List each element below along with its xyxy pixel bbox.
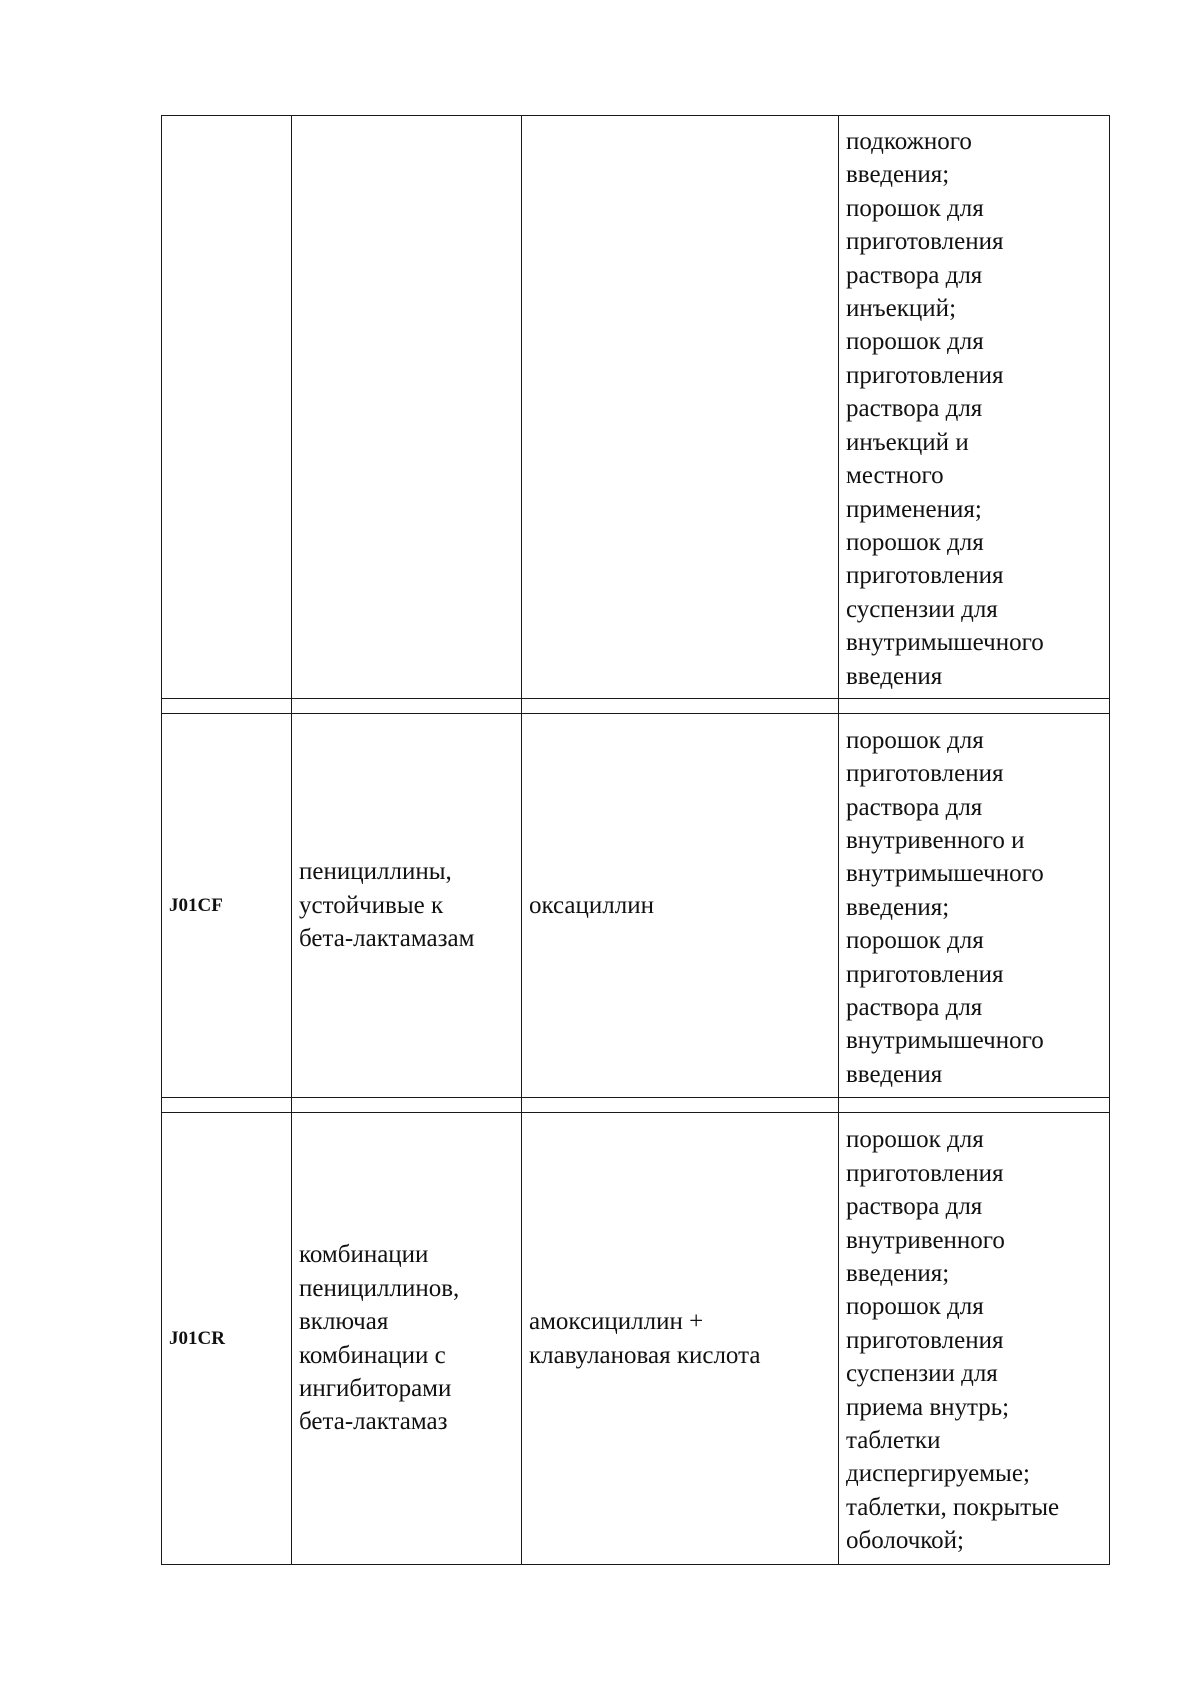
- dosage-form-line: приема внутрь;: [846, 1393, 1010, 1421]
- separator-cell: [522, 1098, 839, 1113]
- group-cell: [292, 1113, 522, 1565]
- dosage-form-line: внутривенного: [846, 1226, 1005, 1254]
- table-row: [162, 116, 1110, 699]
- separator-cell: [162, 1098, 292, 1113]
- dosage-form-line: суспензии для: [846, 595, 998, 623]
- dosage-form-line: приготовления: [846, 1159, 1004, 1187]
- dosage-form-line: порошок для: [846, 927, 984, 955]
- separator-cell: [292, 1098, 522, 1113]
- group-line: комбинации: [299, 1241, 429, 1269]
- substance-cell: [522, 1113, 839, 1565]
- dosage-form-line: введения;: [846, 893, 950, 921]
- dosage-form-line: внутримышечного: [846, 860, 1044, 888]
- group-line: пенициллинов,: [299, 1274, 460, 1302]
- dosage-form-line: приготовления: [846, 562, 1004, 590]
- row-separator: [162, 1098, 1110, 1113]
- dosage-form-line: приготовления: [846, 228, 1004, 256]
- dosage-form-line: местного: [846, 462, 944, 490]
- dosage-form-line: диспергируемые;: [846, 1460, 1030, 1488]
- dosage-form-line: порошок для: [846, 726, 984, 754]
- dosage-form-line: таблетки: [846, 1427, 941, 1455]
- substance-line: оксациллин: [529, 891, 654, 919]
- group-cell: [292, 116, 522, 699]
- atc-code-cell: [162, 116, 292, 699]
- atc-code-cell: J01CR: [162, 1113, 292, 1565]
- dosage-form-line: подкожного: [846, 128, 972, 156]
- dosage-form-line: внутривенного и: [846, 826, 1025, 854]
- substance-line: клавулановая кислота: [529, 1341, 761, 1369]
- dosage-form-line: раствора для: [846, 994, 983, 1022]
- table-row: [162, 714, 1110, 1098]
- group-line: пенициллины,: [299, 858, 452, 886]
- group-cell: [292, 714, 522, 1098]
- row-separator: [162, 699, 1110, 714]
- group-line: бета-лактамазам: [299, 925, 475, 953]
- substance-cell: [522, 714, 839, 1098]
- atc-code-cell: J01CF: [162, 714, 292, 1098]
- group-line: включая: [299, 1308, 389, 1336]
- separator-cell: [839, 699, 1110, 714]
- dosage-form-line: внутримышечного: [846, 629, 1044, 657]
- dosage-form-line: введения;: [846, 161, 950, 189]
- substance-cell: [522, 116, 839, 699]
- dosage-form-line: инъекций;: [846, 295, 957, 323]
- dosage-form-line: введения: [846, 662, 943, 690]
- dosage-form-line: приготовления: [846, 361, 1004, 389]
- group-line: ингибиторами: [299, 1374, 452, 1402]
- dosage-form-line: таблетки, покрытые: [846, 1493, 1060, 1521]
- substance-line: амоксициллин +: [529, 1308, 704, 1336]
- dosage-form-line: приготовления: [846, 760, 1004, 788]
- dosage-form-line: введения;: [846, 1259, 950, 1287]
- table-body: [162, 116, 1110, 1565]
- dosage-form-line: раствора для: [846, 395, 983, 423]
- dosage-form-line: внутримышечного: [846, 1027, 1044, 1055]
- dosage-form-line: порошок для: [846, 528, 984, 556]
- dosage-forms-cell: [839, 714, 1110, 1098]
- group-line: бета-лактамаз: [299, 1408, 448, 1436]
- table-row: [162, 1113, 1110, 1565]
- dosage-form-line: раствора для: [846, 1193, 983, 1221]
- dosage-form-line: порошок для: [846, 1126, 984, 1154]
- dosage-form-line: порошок для: [846, 194, 984, 222]
- group-line: устойчивые к: [299, 891, 444, 919]
- dosage-form-line: раствора для: [846, 261, 983, 289]
- group-line: комбинации с: [299, 1341, 446, 1369]
- dosage-form-line: оболочкой;: [846, 1527, 964, 1555]
- dosage-forms-cell: [839, 1113, 1110, 1565]
- medicines-table: [161, 115, 1110, 1565]
- separator-cell: [522, 699, 839, 714]
- dosage-form-line: введения: [846, 1060, 943, 1088]
- separator-cell: [162, 699, 292, 714]
- separator-cell: [839, 1098, 1110, 1113]
- separator-cell: [292, 699, 522, 714]
- dosage-form-line: инъекций и: [846, 428, 969, 456]
- dosage-form-line: суспензии для: [846, 1360, 998, 1388]
- dosage-form-line: порошок для: [846, 1293, 984, 1321]
- dosage-forms-cell: [839, 116, 1110, 699]
- dosage-form-line: применения;: [846, 495, 982, 523]
- dosage-form-line: порошок для: [846, 328, 984, 356]
- dosage-form-line: приготовления: [846, 960, 1004, 988]
- dosage-form-line: приготовления: [846, 1326, 1004, 1354]
- dosage-form-line: раствора для: [846, 793, 983, 821]
